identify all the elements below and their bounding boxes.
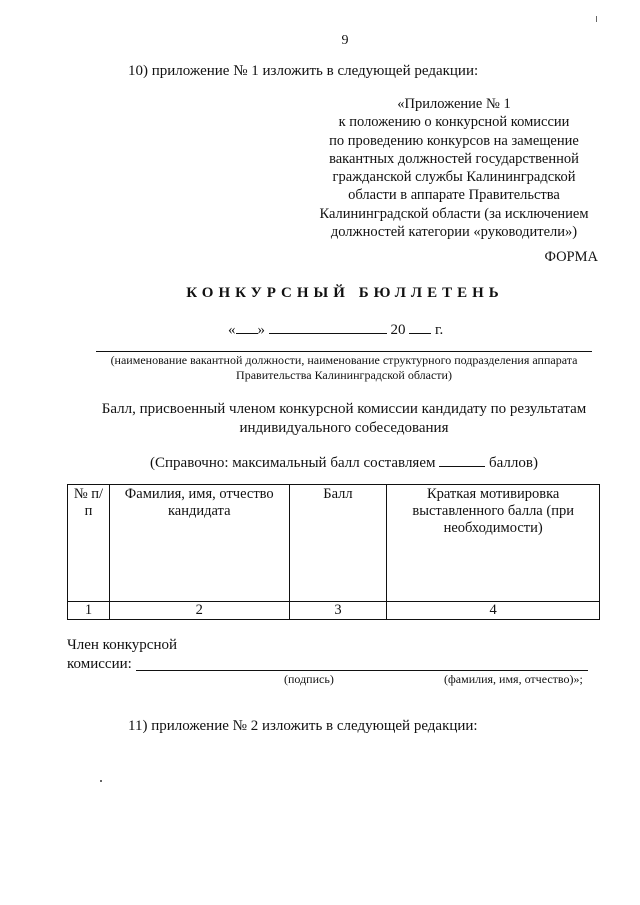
- appendix-header-line: к положению о конкурсной комиссии: [338, 114, 570, 131]
- max-score-blank: [439, 452, 485, 467]
- member-label-line1: Член конкурсной: [67, 637, 178, 653]
- score-statement: Балл, присвоенный членом конкурсной комиссии кандидату по результатам индивидуального собеседования: [101, 401, 587, 436]
- page-number: 9: [341, 33, 349, 48]
- appendix-header-line: вакантных должностей государственной: [329, 150, 579, 167]
- scan-mark: [100, 780, 102, 782]
- fio-caption: (фамилия, имя, отчество)»;: [444, 672, 583, 686]
- scan-mark: [596, 16, 597, 22]
- amendment-11-text: 11) приложение № 2 изложить в следующей редакции:: [128, 718, 478, 734]
- header-name: Фамилия, имя, отчество кандидата: [109, 485, 289, 602]
- year-suffix: г.: [435, 322, 444, 338]
- header-motivation: Краткая мотивировка выставленного балла (при необходимости): [387, 485, 600, 602]
- position-line: [96, 351, 592, 352]
- year-prefix: 20: [390, 322, 406, 338]
- appendix-header-line: гражданской службы Калининградской: [332, 169, 576, 186]
- date-close-quote: »: [257, 322, 265, 338]
- column-number: 4: [387, 602, 600, 620]
- signature-caption: (подпись): [284, 672, 334, 686]
- table-row: [68, 602, 600, 620]
- table-header-row: [68, 485, 600, 602]
- header-number: № п/п: [68, 485, 110, 602]
- day-blank: [236, 319, 258, 334]
- date-open-quote: «: [228, 322, 236, 338]
- column-number: 2: [109, 602, 289, 620]
- amendment-10-text: 10) приложение № 1 изложить в следующей редакции:: [128, 63, 479, 79]
- reference-before: (Справочно: максимальный балл составляем: [150, 455, 436, 471]
- reference-after: баллов): [488, 455, 538, 471]
- appendix-header-line: должностей категории «руководители»): [330, 224, 578, 241]
- year-blank: [409, 319, 431, 334]
- appendix-header-line: «Приложение № 1: [397, 96, 511, 112]
- position-caption: (наименование вакантной должности, наименование структурного подразделения аппарата Правительства Калининградской области): [110, 353, 578, 382]
- appendix-header-line: по проведению конкурсов на замещение: [329, 132, 579, 149]
- document-title: КОНКУРСНЫЙ БЮЛЛЕТЕНЬ: [186, 285, 504, 301]
- ballot-table: [67, 484, 600, 620]
- header-score: Балл: [289, 485, 387, 602]
- appendix-header-line: области в аппарате Правительства: [348, 187, 560, 204]
- member-label-line2: комиссии:: [67, 656, 132, 672]
- month-blank: [269, 319, 387, 334]
- column-number: 1: [68, 602, 110, 620]
- column-number: 3: [289, 602, 387, 620]
- appendix-header-line: Калининградской области (за исключением: [319, 205, 589, 222]
- reference-note: [86, 452, 602, 472]
- date-row: [228, 319, 443, 339]
- form-label: ФОРМА: [544, 249, 598, 265]
- appendix-header: [308, 95, 600, 241]
- signature-line: [136, 670, 588, 671]
